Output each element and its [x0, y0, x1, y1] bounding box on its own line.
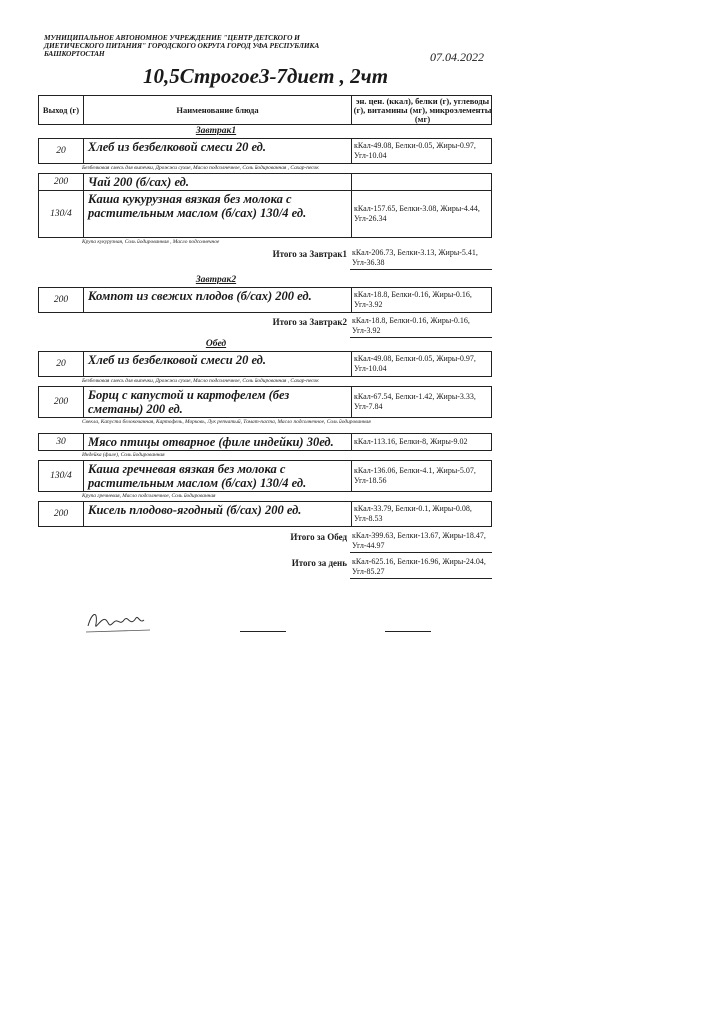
document-date: 07.04.2022 [430, 50, 484, 64]
dish-yield: 200 [53, 295, 69, 305]
table-row [38, 191, 492, 238]
table-row [38, 138, 492, 164]
section-total [38, 247, 492, 270]
total-value: кКал-18.8, Белки-0.16, Жиры-0.16, Угл-3.92 [350, 315, 492, 338]
section-total [38, 315, 492, 338]
table-row [38, 386, 492, 418]
header-nutrition: эн. цен. (ккал), белки (г), углеводы (г), витамины (мг), микроэлементы (мг) [351, 96, 493, 124]
day-total [38, 556, 492, 579]
section-total [38, 530, 492, 553]
section-title: Завтрак1 [195, 126, 237, 136]
total-value: кКал-206.73, Белки-3.13, Жиры-5.41, Угл-36.38 [350, 247, 492, 270]
dish-nutrition: кКал-136.06, Белки-4.1, Жиры-5.07, Угл-18.56 [351, 461, 493, 491]
total-label: Итого за Завтрак1 [272, 249, 347, 259]
dish-nutrition [351, 174, 493, 190]
signature [84, 606, 154, 645]
dish-yield: 200 [53, 177, 69, 187]
section-title: Обед [205, 339, 227, 349]
dish-ingredients: Свекла, Капуста белокочанная, Картофель, Морковь, Лук репчатый, Томат-паста, Масло подсолнечное, Соль йодированная [82, 419, 371, 425]
day-total-label: Итого за день [291, 558, 347, 568]
dish-yield: 200 [53, 509, 69, 519]
header-yield: Выход (г) [42, 104, 80, 115]
table-row [38, 351, 492, 377]
dish-nutrition: кКал-49.08, Белки-0.05, Жиры-0.97, Угл-10.04 [351, 352, 493, 376]
total-label: Итого за Завтрак2 [272, 317, 347, 327]
signature-line [385, 631, 431, 632]
total-label: Итого за Обед [290, 532, 347, 542]
table-row [38, 433, 492, 451]
dish-name: Кисель плодово-ягодный (б/сах) 200 ед. [83, 502, 351, 526]
dish-yield: 200 [53, 397, 69, 407]
table-row [38, 287, 492, 313]
table-row [38, 173, 492, 191]
dish-nutrition: кКал-33.79, Белки-0.1, Жиры-0.08, Угл-8.53 [351, 502, 493, 526]
dish-name: Хлеб из безбелковой смеси 20 ед. [83, 139, 351, 163]
day-total-value: кКал-625.16, Белки-16.96, Жиры-24.04, Угл-85.27 [350, 556, 492, 579]
table-row [38, 460, 492, 492]
dish-ingredients: Крупа гречневая, Масло подсолнечное, Соль йодированная [82, 493, 216, 499]
dish-name: Каша гречневая вязкая без молока с растительным маслом (б/сах) 130/4 ед. [83, 461, 351, 491]
dish-yield: 20 [56, 359, 66, 369]
table-row [38, 501, 492, 527]
header-name: Наименование блюда [83, 96, 351, 124]
dish-ingredients: Индейка (филе), Соль йодированная [82, 452, 165, 458]
dish-yield: 130/4 [50, 471, 72, 481]
dish-yield: 20 [56, 146, 66, 156]
dish-ingredients: Крупа кукурузная, Соль йодированная , Масло подсолнечное [82, 239, 220, 245]
dish-nutrition: кКал-67.54, Белки-1.42, Жиры-3.33, Угл-7.84 [351, 387, 493, 417]
dish-name: Борщ с капустой и картофелем (без сметаны) 200 ед. [83, 387, 351, 417]
total-value: кКал-399.63, Белки-13.67, Жиры-18.47, Угл-44.97 [350, 530, 492, 553]
dish-yield: 130/4 [50, 209, 72, 219]
table-header [38, 95, 492, 125]
menu-table [38, 95, 492, 579]
signature-line [240, 631, 286, 632]
dish-name: Компот из свежих плодов (б/сах) 200 ед. [83, 288, 351, 312]
dish-name: Хлеб из безбелковой смеси 20 ед. [83, 352, 351, 376]
organization-name: МУНИЦИПАЛЬНОЕ АВТОНОМНОЕ УЧРЕЖДЕНИЕ "ЦЕНТР ДЕТСКОГО И ДИЕТИЧЕСКОГО ПИТАНИЯ" ГОРОДСКОГО ОКРУГА ГОРОД УФА РЕСПУБЛИКА БАШКОРТОСТАН [44, 33, 320, 59]
dish-name: Чай 200 (б/сах) ед. [83, 174, 351, 190]
dish-ingredients: Безбелковая смесь для выпечки, Дрожжи сухие, Масло подсолнечное, Соль йодированная , Сахар-песок [82, 165, 319, 171]
dish-yield: 30 [56, 437, 66, 447]
section-title: Завтрак2 [195, 275, 237, 285]
dish-nutrition: кКал-113.16, Белки-8, Жиры-9.02 [351, 434, 493, 450]
page-title: 10,5Строгое3-7диет , 2чт [143, 64, 389, 88]
dish-nutrition: кКал-157.65, Белки-3.08, Жиры-4.44, Угл-26.34 [351, 191, 493, 237]
dish-nutrition: кКал-49.08, Белки-0.05, Жиры-0.97, Угл-10.04 [351, 139, 493, 163]
dish-nutrition: кКал-18.8, Белки-0.16, Жиры-0.16, Угл-3.92 [351, 288, 493, 312]
dish-ingredients: Безбелковая смесь для выпечки, Дрожжи сухие, Масло подсолнечное, Соль йодированная , Сахар-песок [82, 378, 319, 384]
dish-name: Каша кукурузная вязкая без молока с растительным маслом (б/сах) 130/4 ед. [83, 191, 351, 237]
dish-name: Мясо птицы отварное (филе индейки) 30ед. [83, 434, 351, 450]
